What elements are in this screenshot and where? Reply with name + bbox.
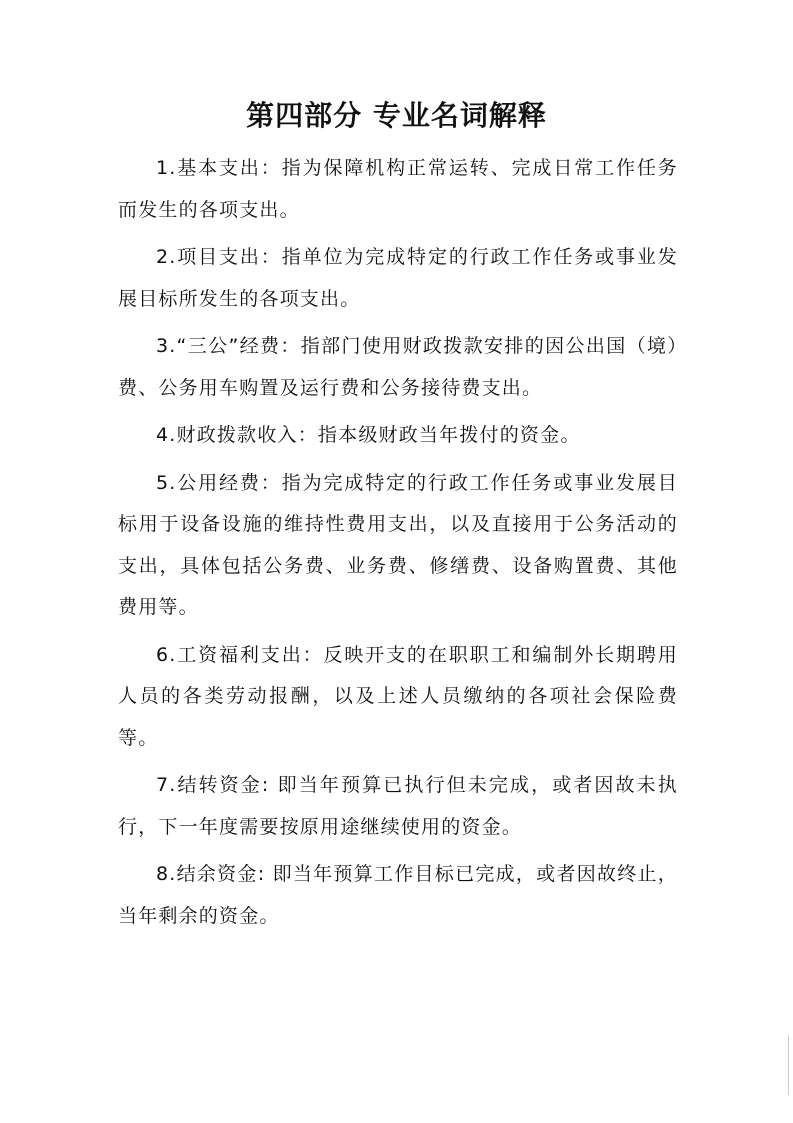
term-basic-expenditure: 1.基本支出：指为保障机构正常运转、完成日常工作任务而发生的各项支出。 [118, 157, 678, 221]
term-salary-welfare-expenditure: 6.工资福利支出：反映开支的在职职工和编制外长期聘用人员的各类劳动报酬，以及上述人员缴纳的各项社会保险费等。 [118, 643, 678, 749]
term-surplus-funds: 8.结余资金: 即当年预算工作目标已完成，或者因故终止，当年剩余的资金。 [118, 863, 678, 927]
term-carryover-funds: 7.结转资金: 即当年预算已执行但未完成，或者因故未执行，下一年度需要按原用途继续使用的资金。 [118, 774, 678, 838]
term-three-public-expenses: 3.“三公”经费：指部门使用财政拨款安排的因公出国（境）费、公务用车购置及运行费和公务接待费支出。 [118, 335, 678, 399]
page-title: 第四部分 专业名词解释 [246, 99, 547, 132]
glossary-body [118, 148, 678, 943]
term-fiscal-allocation-income: 4.财政拨款收入：指本级财政当年拨付的资金。 [156, 424, 581, 446]
scan-edge-mark [788, 1035, 789, 1095]
term-public-expenses: 5.公用经费：指为完成特定的行政工作任务或事业发展目标用于设备设施的维持性费用支出，以及直接用于公务活动的支出，具体包括公务费、业务费、修缮费、设备购置费、其他费用等。 [118, 471, 678, 618]
term-project-expenditure: 2.项目支出：指单位为完成特定的行政工作任务或事业发展目标所发生的各项支出。 [118, 246, 678, 310]
